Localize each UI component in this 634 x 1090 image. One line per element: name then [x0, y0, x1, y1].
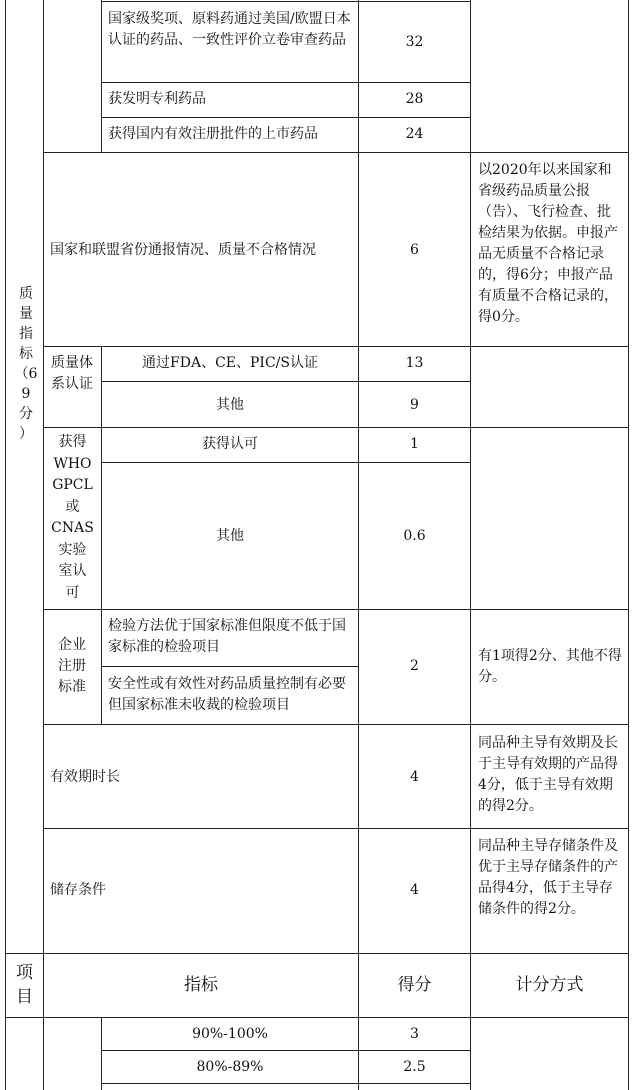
group-lab-accreditation	[44, 432, 101, 604]
method-cell: 同品种主导存储条件及优于主导存储条件的产品得4分，低于主导存储条件的得2分。	[478, 838, 618, 917]
header-item	[6, 961, 43, 1009]
sub-indicator-cell: 其他	[216, 528, 244, 544]
group-label-line: 获得	[58, 434, 87, 450]
score-cell: 28	[405, 91, 424, 107]
score-cell: 0.6	[403, 528, 426, 544]
label-line: 量	[19, 306, 33, 322]
row-line	[5, 1017, 628, 1018]
range-cell: 90%-100%	[192, 1026, 268, 1042]
sub-indicator-cell: 其他	[216, 397, 244, 413]
header-method: 计分方式	[515, 975, 584, 995]
indicator-cell: 获发明专利药品	[108, 91, 206, 107]
indicator-cell: 国家和联盟省份通报情况、质量不合格情况	[50, 242, 316, 258]
subgroup-divider-top	[101, 0, 102, 152]
row-line	[101, 117, 470, 118]
row-line	[43, 609, 628, 610]
group-label-line: 实验	[58, 541, 87, 558]
group-label-line: 或	[65, 498, 80, 515]
indicator-cell: 获得国内有效注册批件的上市药品	[108, 126, 318, 142]
row-line	[43, 724, 628, 725]
score-cell: 32	[405, 34, 424, 50]
group-quality-system	[46, 353, 98, 395]
row-line	[101, 381, 470, 382]
quality-section-label	[14, 284, 38, 444]
score-cell: 4	[410, 882, 419, 898]
group-enterprise-standard	[46, 635, 98, 698]
label-line: ）	[19, 426, 33, 442]
score-cell: 2	[410, 658, 419, 674]
label-line: （6	[14, 366, 38, 382]
row-line	[101, 462, 470, 463]
method-cell: 有1项得2分、其他不得分。	[478, 648, 622, 685]
method-cell: 同品种主导有效期及长于主导有效期的产品得4分，低于主导有效期的得2分。	[478, 735, 618, 814]
row-line	[43, 152, 628, 153]
indicator-cell: 国家级奖项、原料药通过美国/欧盟日本认证的药品、一致性评价立卷审查药品	[108, 11, 351, 48]
indicator-cell: 储存条件	[50, 882, 106, 898]
group-label-line: 可	[65, 584, 80, 601]
score-cell: 4	[410, 769, 419, 785]
indicator-cell: 有效期时长	[50, 769, 120, 785]
sub-indicator-cell: 通过FDA、CE、PIC/S认证	[142, 355, 318, 371]
row-line	[43, 828, 628, 829]
score-cell: 9	[410, 397, 419, 413]
sub-indicator-cell: 获得认可	[202, 436, 258, 452]
header-score: 得分	[397, 975, 432, 995]
score-cell: 3	[410, 1026, 419, 1042]
score-cell: 6	[410, 242, 419, 258]
row-line	[5, 953, 628, 954]
label-line: 分	[19, 406, 33, 422]
score-cell: 2.5	[403, 1059, 426, 1075]
group-label: 质量体系认证	[51, 355, 93, 392]
group-label-line: 室认	[58, 563, 87, 579]
score-column-right	[470, 0, 471, 1090]
group-label-line: WHO	[53, 455, 92, 472]
row-line	[101, 1083, 470, 1084]
row-line	[101, 666, 358, 667]
sub-indicator-cell: 安全性或有效性对药品质量控制有必要但国家标准未收裁的检验项目	[108, 676, 346, 713]
sub-indicator-cell: 检验方法优于国家标准但限度不低于国家标准的检验项目	[108, 618, 346, 655]
score-cell: 24	[405, 126, 424, 142]
row-line	[101, 1, 470, 2]
group-label-line: CNAS	[51, 520, 94, 536]
group-label: 企业注册标准	[58, 637, 86, 695]
label-line: 标	[19, 346, 33, 362]
label-line: 质	[19, 286, 33, 302]
row-line	[101, 1050, 470, 1051]
label-line: 9	[21, 386, 31, 402]
score-cell: 13	[405, 355, 424, 371]
score-cell: 1	[410, 436, 419, 452]
table-border-right	[628, 0, 629, 1090]
row-line	[101, 82, 470, 83]
range-cell: 80%-89%	[196, 1059, 264, 1075]
label-line: 指	[19, 326, 33, 342]
group-label-line: GPCL	[52, 477, 93, 493]
method-cell: 以2020年以来国家和省级药品质量公报（告）、飞行检查、批检结果为依据。申报产品无质量不合格记录的，得6分；申报产品有质量不合格记录的，得0分。	[478, 162, 618, 325]
header-indicator: 指标	[184, 975, 218, 995]
row-line	[43, 346, 628, 347]
table-border-left	[5, 0, 6, 1090]
row-line	[43, 427, 628, 428]
header-item-label: 项目	[16, 963, 33, 1007]
